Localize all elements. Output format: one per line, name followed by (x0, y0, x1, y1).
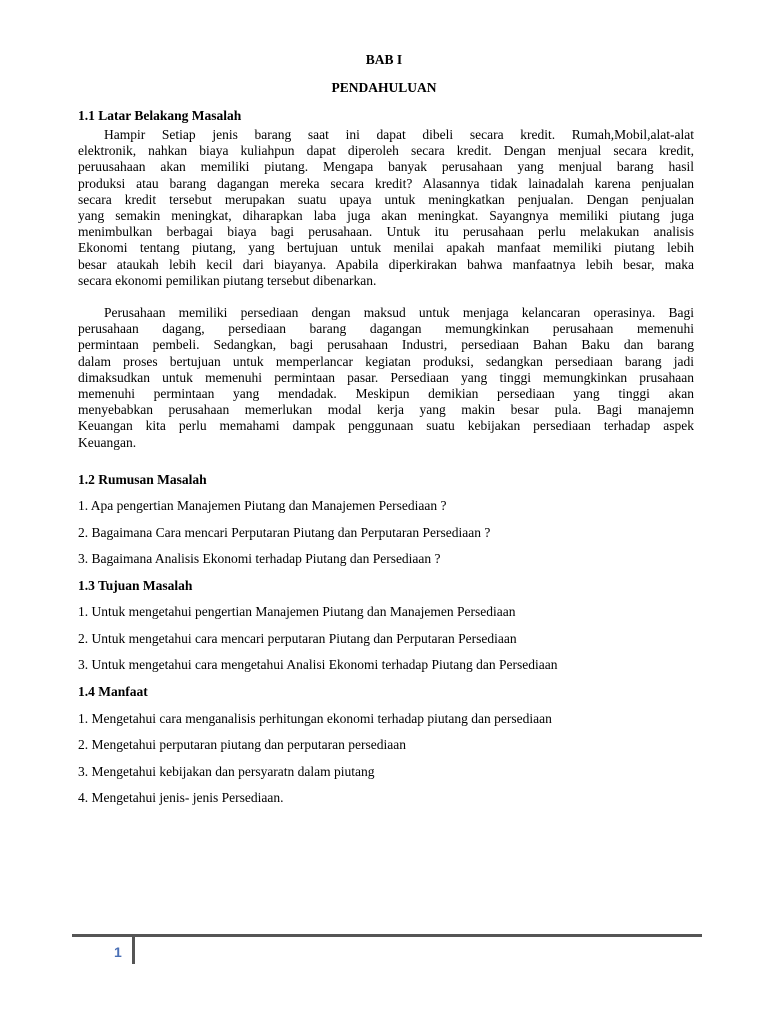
section-1-2-heading: 1.2 Rumusan Masalah (78, 472, 207, 487)
list-item: 2. Bagaimana Cara mencari Perputaran Piutang dan Perputaran Persediaan ? (78, 525, 491, 540)
paragraph-line: menyebabkan perusahaan memerlukan modal kerja yang makin besar pula. Bagi manajemn (78, 402, 694, 418)
chapter-title: PENDAHULUAN (331, 80, 437, 95)
paragraph-line: secara kredit tersebut merupakan suatu upaya untuk meningkatkan penjualan. Dengan penjualan (78, 191, 694, 207)
paragraph-line: permintaan pembeli. Sedangkan, bagi perusahaan Industri, persediaan Bahan Baku dan barang (78, 337, 694, 353)
paragraph-line: dimaksudkan untuk memenuhi permintaan pasar. Persediaan yang tinggi memungkinkan prusahaan (78, 369, 694, 385)
page-number: 1 (114, 944, 122, 960)
paragraph-line: Hampir Setiap jenis barang saat ini dapat dibeli secara kredit. Rumah,Mobil,alat-alat (104, 127, 694, 142)
list-item: 2. Untuk mengetahui cara mencari perputaran Piutang dan Perputaran Persediaan (78, 631, 517, 646)
chapter-label: BAB I (365, 52, 403, 67)
section-1-3-heading: 1.3 Tujuan Masalah (78, 578, 193, 593)
list-item: 1. Apa pengertian Manajemen Piutang dan Manajemen Persediaan ? (78, 498, 447, 513)
list-item: 2. Mengetahui perputaran piutang dan perputaran persediaan (78, 737, 406, 752)
footer-divider (132, 934, 135, 964)
paragraph-line: dalam proses bertujuan untuk memperlancar kegiatan produksi, sedangkan persediaan barang jadi (78, 353, 694, 369)
section-1-1-paragraph-1 (78, 127, 694, 289)
paragraph-line: elektronik, nahkan biaya kuliahpun dapat diperoleh secara kredit. Dengan menjual secara kredit, (78, 143, 694, 159)
section-1-4-heading: 1.4 Manfaat (78, 684, 148, 699)
list-item: 3. Untuk mengetahui cara mengetahui Analisi Ekonomi terhadap Piutang dan Persediaan (78, 657, 558, 672)
paragraph-line: produksi atau barang dagangan mereka secara kredit? Alasannya tidak lainadalah karena penjualan (78, 175, 694, 191)
section-1-1-heading: 1.1 Latar Belakang Masalah (78, 108, 242, 123)
list-item: 3. Mengetahui kebijakan dan persyaratn dalam piutang (78, 764, 375, 779)
paragraph-line: Ekonomi tentang piutang, yang bertujuan untuk menilai apakah manfaat memiliki piutang lebih (78, 240, 694, 256)
footer-rule (72, 934, 702, 937)
paragraph-line: memenuhi permintaan yang mendadak. Meskipun demikian persediaan yang tinggi akan (78, 385, 694, 401)
list-item: 1. Mengetahui cara menganalisis perhitungan ekonomi terhadap piutang dan persediaan (78, 711, 552, 726)
paragraph-line: Keuangan kita perlu memahami dampak penggunaan suatu kebijakan persediaan terhadap aspek (78, 418, 694, 434)
paragraph-line: Perusahaan memiliki persediaan dengan maksud untuk menjaga kelancaran operasinya. Bagi (104, 305, 694, 320)
section-1-1-paragraph-2 (78, 305, 694, 451)
paragraph-line: perusahaan dagang, persediaan barang dagangan memungkinkan perusahaan memenuhi (78, 321, 694, 337)
list-item: 4. Mengetahui jenis- jenis Persediaan. (78, 790, 284, 805)
paragraph-line: besar ataukah lebih kecil dari biayanya. Apabila diperkirakan bahwa manfaatnya lebih besar, maka (78, 256, 694, 272)
list-item: 1. Untuk mengetahui pengertian Manajemen Piutang dan Manajemen Persediaan (78, 604, 516, 619)
list-item: 3. Bagaimana Analisis Ekonomi terhadap Piutang dan Persediaan ? (78, 551, 441, 566)
paragraph-line: peruusahaan akan memiliki piutang. Mengapa banyak perusahaan yang menjual barang hasil (78, 159, 694, 175)
paragraph-line: secara ekonomi pemilikan piutang tersebut dibenarkan. (78, 272, 377, 288)
paragraph-line: yang semakin meningkat, diharapkan laba juga akan meningkat. Sayangnya memiliki piutang juga (78, 207, 694, 223)
paragraph-line: menimbulkan berbagai biaya bagi perusahaan. Untuk itu perusahaan perlu melakukan analisis (78, 224, 694, 240)
paragraph-line: Keuangan. (78, 434, 137, 450)
